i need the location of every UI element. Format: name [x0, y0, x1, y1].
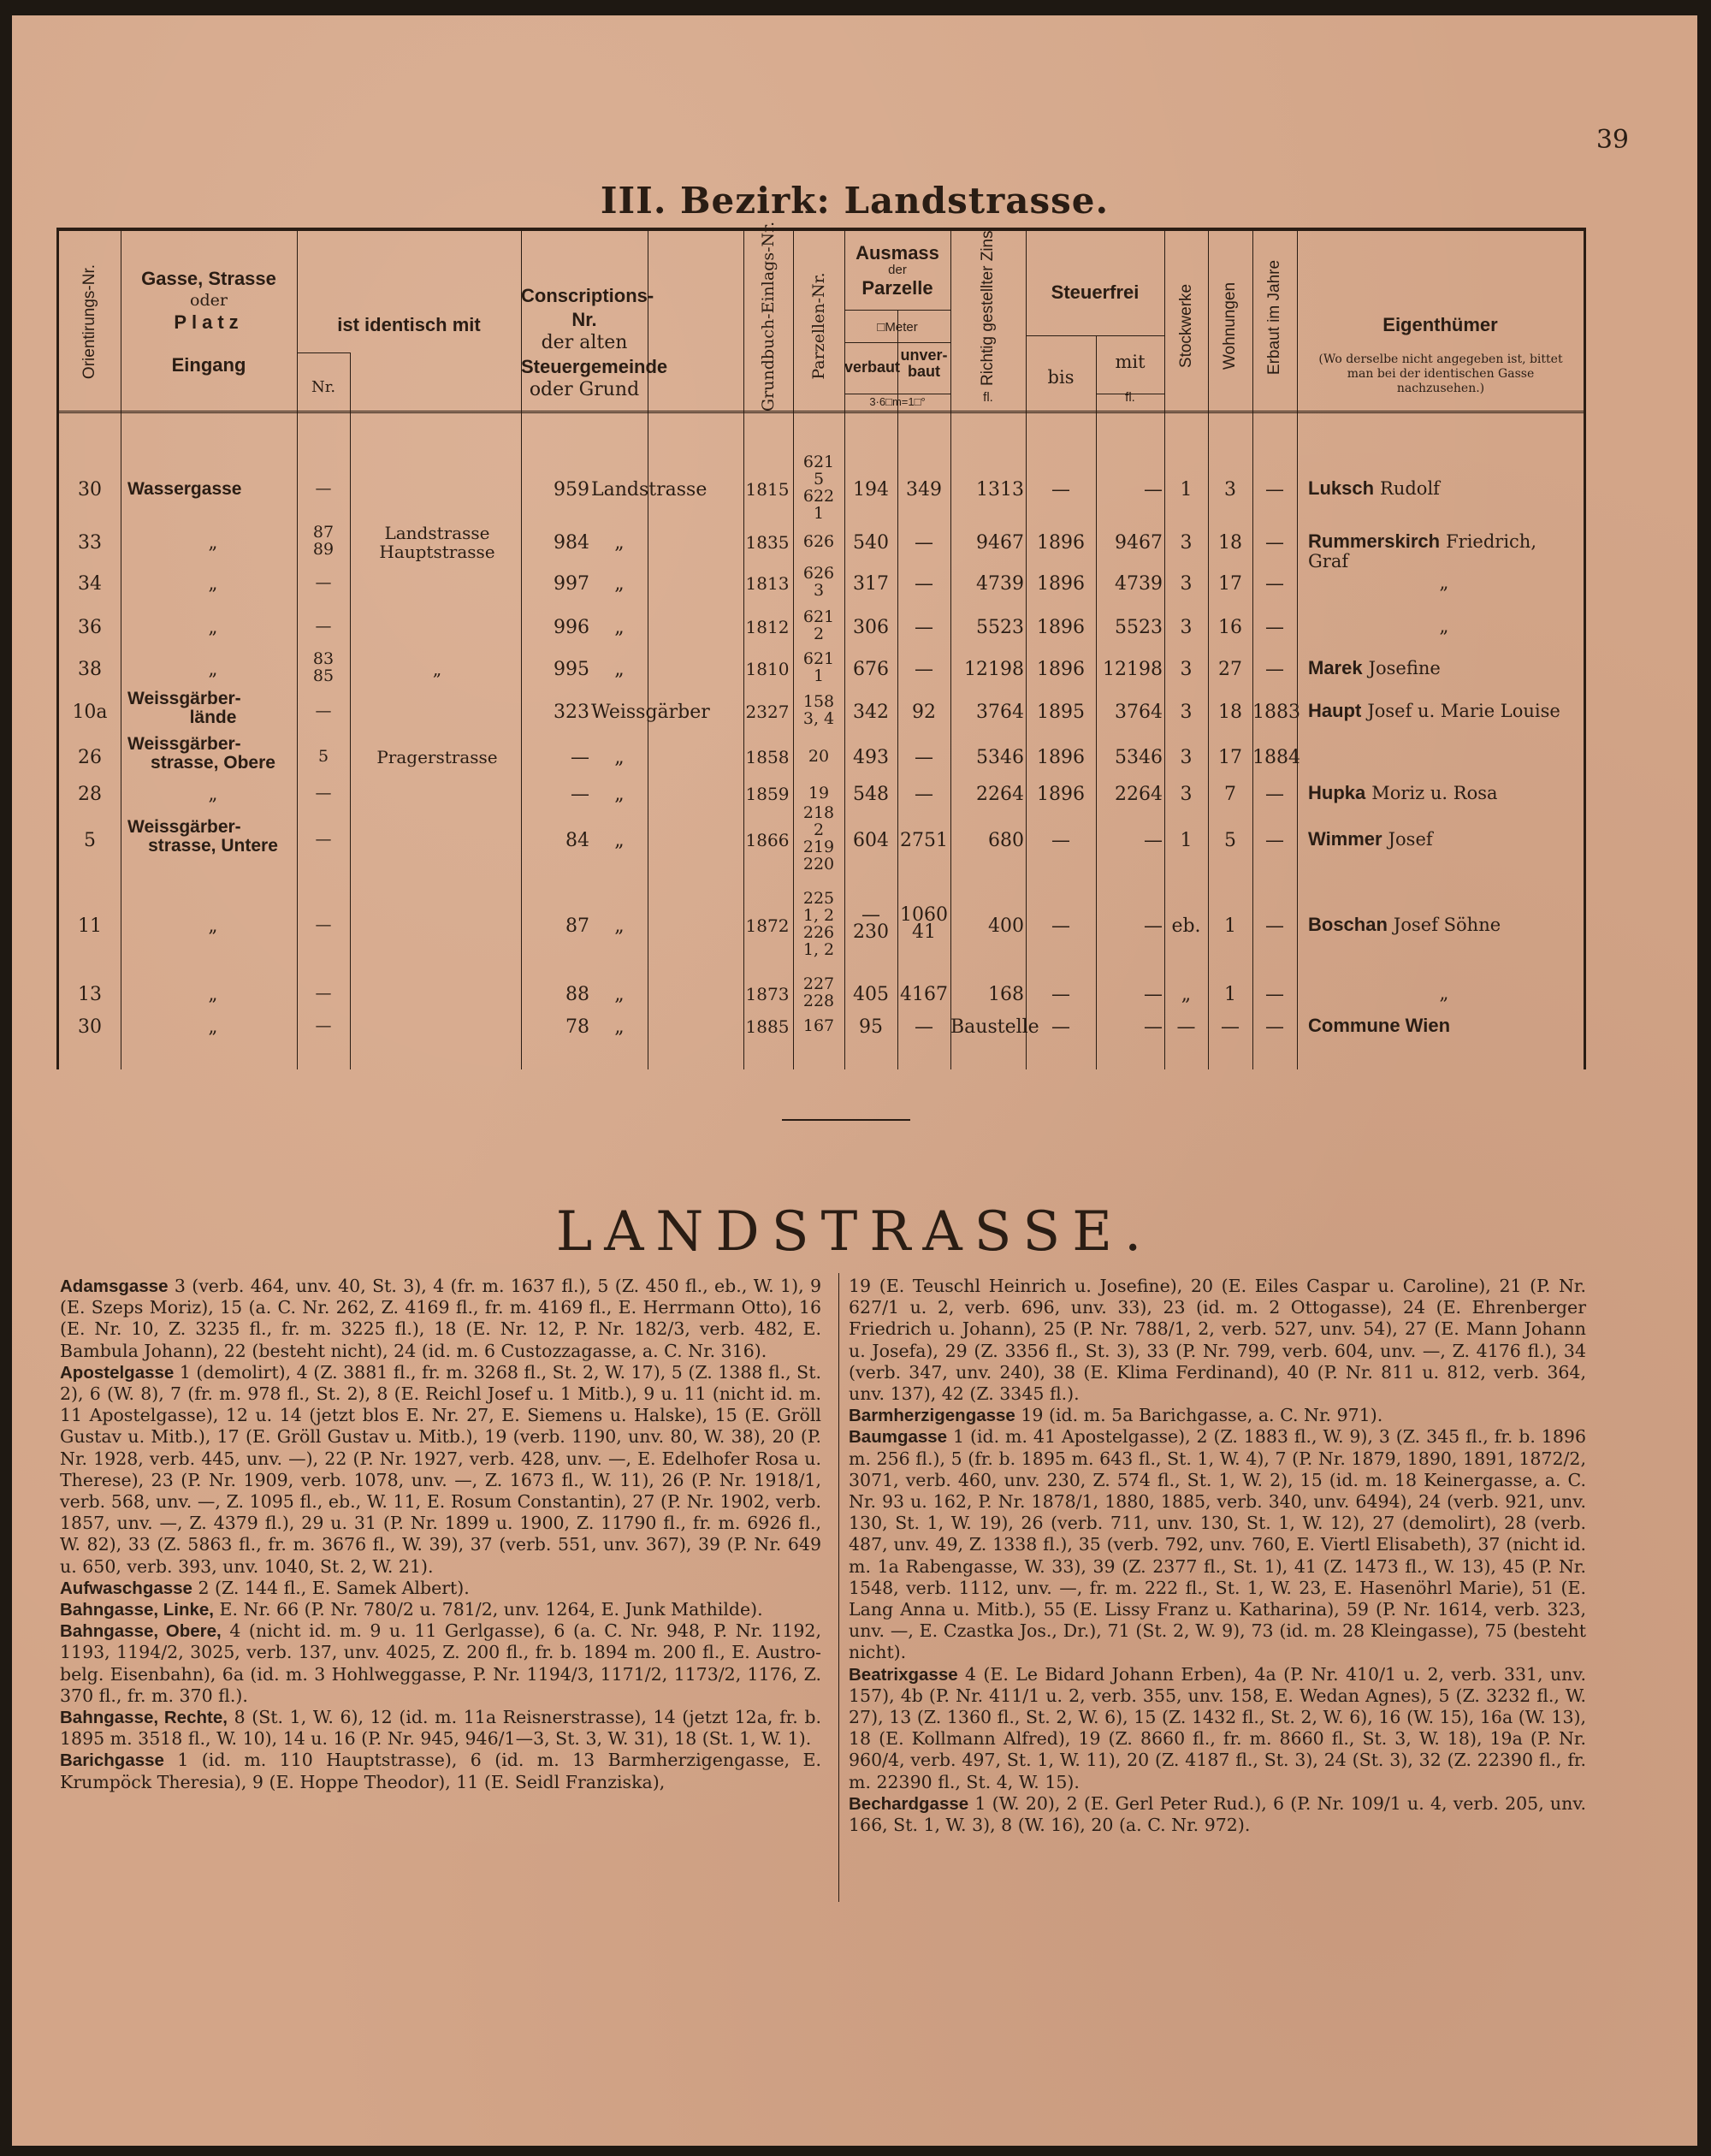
- cell-verbaut: 194: [853, 479, 889, 500]
- cell-gasse: „: [208, 617, 218, 637]
- cell-wohn: 18: [1218, 532, 1242, 554]
- owner-given: Josef Söhne: [1393, 915, 1501, 935]
- cell-nr: 87 89: [312, 523, 335, 559]
- cell-verbaut: 540: [853, 532, 889, 554]
- street-details: 4 (nicht id. m. 9 u. 11 Gerlgasse), 6 (a. C. Nr. 948, P. Nr. 1192, 1193, 1194/2, 3025, verb. 137, unv. 4025, Z. 200 fl., fr. b. 1894 m. 200 fl., E. Austro-belg. Eisenbahn), 6a (id. m. 3 Hohlweggasse, P. Nr. 1194/3, 1171/2, 1173/2, 1176, Z. 370 fl., fr. m. 370 fl.).: [60, 1620, 821, 1706]
- cell-erbaut: —: [1265, 659, 1284, 680]
- cell-mit: 2264: [1115, 784, 1163, 805]
- cell-orient: 34: [78, 573, 102, 595]
- cell-erbaut: —: [1265, 1016, 1284, 1038]
- owner-surname: Hupka: [1308, 782, 1366, 803]
- cell-wohn: 17: [1218, 747, 1242, 768]
- cell-gasse: Weissgärber- strasse, Untere: [127, 817, 278, 856]
- cell-conscr: 84: [565, 830, 589, 851]
- street-details: 8 (St. 1, W. 6), 12 (id. m. 11a Reisnerstrasse), 14 (jetzt 12a, fr. b. 1895 m. 3518 fl., W. 10), 14 u. 16 (P. Nr. 945, 946/1—3, St. 3, W. 31), 18 (St. 1, W. 1).: [60, 1707, 821, 1750]
- cell-bis: —: [1051, 984, 1070, 1005]
- cell-verbaut: 676: [853, 659, 889, 680]
- cell-parz: 621 5 622 1: [802, 453, 835, 523]
- cell-gasse: Wassergasse: [127, 479, 242, 499]
- cell-conscr: 984: [554, 532, 589, 554]
- owner-surname: Luksch: [1308, 477, 1375, 499]
- owner-given: Josef: [1388, 829, 1433, 850]
- street-name: Bahngasse, Rechte,: [60, 1708, 228, 1728]
- cell-verbaut: 493: [853, 747, 889, 768]
- cell-wohn: 18: [1218, 702, 1242, 723]
- cell-wohn: 7: [1224, 784, 1236, 805]
- header-grundbuch: Grundbuch-Einlags-Nr.: [759, 221, 778, 412]
- cell-mit: 5523: [1115, 617, 1163, 638]
- cell-verbaut: 405: [853, 984, 889, 1005]
- cell-verbaut: 306: [853, 617, 889, 638]
- separator-rule: [782, 1119, 910, 1121]
- cell-gasse: „: [208, 659, 218, 679]
- left-column: [60, 1276, 821, 1793]
- header-orientierungs-nr: Orientirungs-Nr.: [80, 264, 98, 380]
- cell-nr: —: [315, 1016, 332, 1035]
- owner-given: „: [1439, 572, 1449, 593]
- cell-parz: 621 1: [802, 649, 835, 685]
- cell-erbaut: —: [1265, 784, 1284, 805]
- cell-stock: 1: [1180, 479, 1193, 500]
- cell-mit: 3764: [1115, 702, 1163, 723]
- cell-orient: 30: [78, 479, 102, 500]
- street-details: 1 (W. 20), 2 (E. Gerl Peter Rud.), 6 (P. Nr. 109/1 u. 4, verb. 205, unv. 166, St. 1, W. 3), 8 (W. 16), 20 (a. C. Nr. 972).: [849, 1792, 1586, 1836]
- street-details: 19 (id. m. 5a Barichgasse, a. C. Nr. 971).: [1021, 1405, 1383, 1426]
- cell-stock: 3: [1180, 573, 1193, 595]
- cell-stock: —: [1176, 1016, 1196, 1038]
- cell-zins: 9467: [976, 532, 1024, 554]
- cell-zins: 3764: [976, 702, 1024, 723]
- cell-bis: —: [1051, 915, 1070, 937]
- cell-conscr: —: [571, 784, 589, 805]
- cell-grundbuch: 1873: [745, 984, 790, 1004]
- street-entry: [60, 1750, 821, 1792]
- header-eigenthuemer: Eigenthümer: [1382, 314, 1498, 335]
- cell-orient: 26: [78, 747, 102, 768]
- document-page: [12, 15, 1697, 2146]
- cell-grund: „: [614, 747, 625, 768]
- street-details: 1 (id. m. 41 Apostelgasse), 2 (Z. 1883 fl., W. 9), 3 (Z. 345 fl., fr. b. 1896 m. 256 fl.), 5 (fr. b. 1895 m. 643 fl., St. 1, W. 4), 7 (P. Nr. 1879, 1890, 1891, 1872/2, 3071, verb. 460, unv. 230, Z. 574 fl., St. 1, W. 2), 15 (id. m. 18 Keinergasse, a. C. Nr. 93 u. 162, P. Nr. 1878/1, 1880, 1885, verb. 340, unv. 6494), 24 (verb. 921, unv. 130, St. 1, W. 19), 26 (verb. 711, unv. 130, St. 1, W. 12), 27 (demolirt), 28 (verb. 487, unv. 49, Z. 1338 fl.), 35 (verb. 792, unv. 760, E. Viertl Elisabeth), 37 (nicht id. m. 1a Rabengasse, W. 33), 39 (Z. 2377 fl., St. 1), 41 (Z. 1473 fl., W. 13), 45 (P. Nr. 1548, verb. 1112, unv. —, fr. m. 222 fl., St. 1, W. 23, E. Hasenöhrl Marie), 51 (E. Lang Anna u. Mitb.), 55 (E. Lissy Franz u. Katharina), 59 (P. Nr. 1614, verb. 323, unv. —, E. Czastka Jos., Dr.), 71 (St. 2, W. 9), 73 (id. m. 28 Kleingasse), 75 (besteht nicht).: [849, 1426, 1586, 1663]
- cell-gasse: „: [208, 915, 218, 936]
- cell-grundbuch: 2327: [745, 702, 790, 722]
- cell-wohn: 1: [1224, 915, 1236, 937]
- street-entry: [849, 1426, 1586, 1663]
- cell-parz: 167: [802, 1016, 835, 1035]
- cell-stock: 1: [1180, 830, 1193, 851]
- cell-wohn: 16: [1218, 617, 1242, 638]
- owner-given: Josefine: [1368, 658, 1441, 678]
- cell-conscr: 323: [554, 702, 589, 723]
- cell-nr: —: [315, 702, 332, 720]
- header-steuerfrei: Steuerfrei: [1051, 281, 1140, 303]
- cell-owner: [1308, 984, 1580, 1004]
- cell-erbaut: —: [1265, 984, 1284, 1005]
- cell-parz: 218 2 219 220: [802, 803, 835, 874]
- cell-unverbaut: 4167: [900, 984, 948, 1005]
- cell-bis: —: [1051, 479, 1070, 500]
- header-ausmass: Ausmass der Parzelle: [856, 242, 939, 299]
- cell-erbaut: —: [1265, 830, 1284, 851]
- cell-unverbaut: —: [915, 659, 933, 680]
- cell-mit: 4739: [1115, 573, 1163, 595]
- cell-grund: „: [614, 573, 625, 595]
- cell-stock: 3: [1180, 532, 1193, 554]
- cell-grund: „: [614, 532, 625, 554]
- cell-zins: 400: [988, 915, 1024, 937]
- cell-stock: 3: [1180, 747, 1193, 768]
- cell-parz: 626: [802, 532, 835, 551]
- cell-mit: —: [1144, 984, 1163, 1005]
- cell-bis: 1896: [1037, 532, 1085, 554]
- street-name: Apostelgasse: [60, 1362, 175, 1383]
- cell-grund: „: [614, 1016, 625, 1038]
- street-details: 19 (E. Teuschl Heinrich u. Josefine), 20 (E. Eiles Caspar u. Caroline), 21 (P. Nr. 627/1 u. 2, verb. 696, unv. 33), 23 (id. m. 2 Ottogasse), 24 (E. Ehrenberger Friedrich u. Johann), 25 (P. Nr. 788/1, 2, verb. 527, unv. 54), 27 (E. Mann Johann u. Josefa), 29 (Z. 3356 fl., St. 3), 33 (P. Nr. 799, verb. 604, unv. —, Z. 4176 fl.), 34 (verb. 347, unv. 240), 38 (E. Klima Ferdinand), 40 (P. Nr. 811 u. 812, verb. 364, unv. 137), 42 (Z. 3345 fl.).: [849, 1276, 1586, 1405]
- header-parzellen: Parzellen-Nr.: [809, 272, 828, 380]
- cell-owner: [1308, 784, 1580, 803]
- cell-bis: 1896: [1037, 659, 1085, 680]
- cell-grundbuch: 1858: [745, 747, 790, 767]
- cell-bis: —: [1051, 830, 1070, 851]
- header-meter: □Meter: [877, 320, 918, 335]
- street-details: 2 (Z. 144 fl., E. Samek Albert).: [198, 1577, 470, 1598]
- cell-verbaut: — 230: [853, 904, 889, 943]
- street-name: Baumgasse: [849, 1427, 948, 1448]
- cell-grund: „: [614, 617, 625, 638]
- street-name: Aufwaschgasse: [60, 1578, 192, 1598]
- cell-grundbuch: 1835: [745, 532, 790, 553]
- owner-given: „: [1439, 616, 1449, 637]
- cell-owner: [1308, 617, 1580, 637]
- cell-wohn: —: [1221, 1016, 1240, 1038]
- cell-erbaut: —: [1265, 479, 1284, 500]
- cell-gasse: „: [208, 532, 218, 553]
- cell-zins: 4739: [976, 573, 1024, 595]
- owner-surname: Rummerskirch: [1308, 530, 1441, 552]
- cell-parz: 20: [808, 747, 830, 766]
- cell-orient: 5: [84, 830, 96, 851]
- header-wohnungen: Wohnungen: [1221, 281, 1239, 370]
- cell-zins: 5346: [976, 747, 1024, 768]
- street-entry: [60, 1362, 821, 1578]
- street-details: 4 (E. Le Bidard Johann Erben), 4a (P. Nr. 410/1 u. 2, verb. 331, unv. 157), 4b (P. Nr. 411/1 u. 2, verb. 355, unv. 158, E. Wedan Agnes), 5 (Z. 3232 fl., W. 27), 13 (Z. 1360 fl., St. 2, W. 6), 15 (Z. 1432 fl., St. 2, W. 6), 16 (W. 15), 16a (W. 13), 18 (E. Kollmann Alfred), 19 (Z. 8660 fl., fr. m. 8660 fl., St. 3, W. 18), 19a (P. Nr. 960/4, verb. 497, St. 1, W. 11), 20 (Z. 4187 fl., St. 3), 24 (St. 3), 32 (Z. 22390 fl., fr. m. 22390 fl., St. 4, W. 15).: [849, 1663, 1586, 1792]
- cell-erbaut: —: [1265, 532, 1284, 554]
- street-name: Barmherzigengasse: [849, 1406, 1015, 1426]
- cell-zins: 2264: [976, 784, 1024, 805]
- column-divider: [838, 1273, 839, 1902]
- cell-verbaut: 342: [853, 702, 889, 723]
- cell-verbaut: 95: [859, 1016, 883, 1038]
- cell-grund: „: [614, 784, 625, 805]
- owner-given: Friedrich, Graf: [1308, 531, 1536, 572]
- owner-surname: Wimmer: [1308, 828, 1382, 850]
- cell-verbaut: 548: [853, 784, 889, 805]
- cell-stock: 3: [1180, 784, 1193, 805]
- street-entry: [60, 1599, 821, 1620]
- owner-surname: Marek: [1308, 657, 1363, 678]
- cell-grundbuch: 1812: [745, 617, 790, 637]
- cell-bis: 1896: [1037, 617, 1085, 638]
- cell-grund: Weissgärber: [591, 702, 710, 723]
- street-entry: [849, 1405, 1586, 1426]
- cell-ident: „: [432, 659, 442, 679]
- cell-wohn: 5: [1224, 830, 1236, 851]
- cell-conscr: 995: [554, 659, 589, 680]
- owner-surname: Boschan: [1308, 914, 1388, 935]
- cell-owner: [1308, 915, 1580, 935]
- cell-orient: 11: [78, 915, 102, 937]
- cell-zins: 680: [988, 830, 1024, 851]
- cell-grundbuch: 1859: [745, 784, 790, 804]
- cell-orient: 33: [78, 532, 102, 554]
- cell-unverbaut: —: [915, 784, 933, 805]
- cell-nr: —: [315, 573, 332, 592]
- cell-erbaut: —: [1265, 573, 1284, 595]
- right-column: [849, 1276, 1586, 1836]
- cell-unverbaut: —: [915, 532, 933, 554]
- cell-conscr: 997: [554, 573, 589, 595]
- street-entry: [60, 1578, 821, 1599]
- owner-given: Rudolf: [1380, 478, 1440, 499]
- cell-zins: 1313: [976, 479, 1024, 500]
- header-unverbaut: unver-baut: [900, 346, 948, 380]
- cell-wohn: 27: [1218, 659, 1242, 680]
- cell-zins: 12198: [964, 659, 1024, 680]
- header-fl-mit: fl.: [1125, 390, 1135, 405]
- page-heading: III. Bezirk: Landstrasse.: [600, 180, 1110, 222]
- owner-surname: Haupt: [1308, 700, 1362, 721]
- cell-zins: 5523: [976, 617, 1024, 638]
- cell-parz: 158 3, 4: [802, 692, 835, 728]
- cell-gasse: Weissgärber- lände: [127, 689, 241, 727]
- cell-grundbuch: 1813: [745, 573, 790, 594]
- cell-orient: 30: [78, 1016, 102, 1038]
- cell-owner: [1308, 573, 1580, 593]
- cell-nr: 5: [317, 747, 329, 766]
- street-name: Bahngasse, Obere,: [60, 1621, 222, 1642]
- street-details: 3 (verb. 464, unv. 40, St. 3), 4 (fr. m. 1637 fl.), 5 (Z. 450 fl., eb., W. 1), 9 (E. Szeps Moriz), 15 (a. C. Nr. 262, Z. 4169 fl., fr. m. 4169 fl., E. Herrmann Otto), 16 (E. Nr. 10, Z. 3235 fl., fr. m. 3225 fl.), 18 (E. Nr. 12, P. Nr. 182/3, verb. 482, E. Bambula Johann), 22 (besteht nicht), 24 (id. m. 6 Custozzagasse, a. C. Nr. 316).: [60, 1276, 821, 1361]
- cell-mit: —: [1144, 915, 1163, 937]
- header-stockwerke: Stockwerke: [1177, 283, 1195, 369]
- cell-nr: —: [315, 784, 332, 803]
- cell-gasse: Weissgärber- strasse, Obere: [127, 734, 275, 773]
- cell-zins: Baustelle: [950, 1016, 1039, 1038]
- cell-grundbuch: 1885: [745, 1016, 790, 1037]
- cell-unverbaut: —: [915, 573, 933, 595]
- cell-conscr: 78: [565, 1016, 589, 1038]
- cell-ident: Landstrasse Hauptstrasse: [379, 523, 495, 562]
- cell-stock: 3: [1180, 702, 1193, 723]
- header-gasse: Gasse, Strasse oder Platz Eingang: [141, 268, 276, 376]
- cell-grundbuch: 1815: [745, 479, 790, 500]
- header-fl-zins: fl.: [983, 390, 993, 405]
- cell-erbaut: 1883: [1252, 702, 1300, 723]
- street-entry: [60, 1620, 821, 1707]
- cell-grund: „: [614, 915, 625, 937]
- cell-parz: 626 3: [802, 564, 835, 600]
- cell-mit: 12198: [1103, 659, 1163, 680]
- cell-mit: —: [1144, 1016, 1163, 1038]
- owner-given: Josef u. Marie Louise: [1367, 701, 1560, 721]
- street-name: Beatrixgasse: [849, 1664, 958, 1685]
- cell-conscr: 87: [565, 915, 589, 937]
- cell-erbaut: —: [1265, 915, 1284, 937]
- cell-owner: [1308, 1016, 1580, 1036]
- header-erbaut: Erbaut im Jahre: [1265, 259, 1283, 376]
- page-number: 39: [1596, 125, 1629, 155]
- street-entry: [849, 1664, 1586, 1793]
- cell-unverbaut: 92: [912, 702, 936, 723]
- street-entry: [849, 1793, 1586, 1836]
- cell-wohn: 3: [1224, 479, 1236, 500]
- cell-unverbaut: —: [915, 1016, 933, 1038]
- cell-wohn: 17: [1218, 573, 1242, 595]
- header-mit: mit: [1115, 352, 1146, 372]
- cell-bis: 1895: [1037, 702, 1085, 723]
- street-details: 1 (demolirt), 4 (Z. 3881 fl., fr. m. 3268 fl., St. 2, W. 17), 5 (Z. 1388 fl., St. 2), 6 (W. 8), 7 (fr. m. 978 fl., St. 2), 8 (E. Reichl Josef u. 1 Mitb.), 9 u. 11 (nicht id. m. 11 Apostelgasse), 12 u. 14 (jetzt blos E. Nr. 27, E. Siemens u. Halske), 15 (E. Gröll Gustav u. Mitb.), 17 (E. Gröll Gustav u. Mitb.), 19 (verb. 1190, unv. 80, W. 38), 20 (P. Nr. 1928, verb. 445, unv. —), 22 (P. Nr. 1927, verb. 428, unv. —, E. Edelhofer Rosa u. Therese), 23 (P. Nr. 1909, verb. 1078, unv. —, Z. 1673 fl., W. 11), 26 (P. Nr. 1918/1, verb. 568, unv. —, Z. 1095 fl., eb., W. 11, E. Rosum Constantin), 27 (P. Nr. 1902, verb. 1857, unv. —, Z. 4379 fl.), 29 u. 31 (P. Nr. 1899 u. 1900, Z. 11790 fl., fr. m. 6926 fl., W. 82), 33 (Z. 5863 fl., fr. m. 3676 fl., W. 39), 37 (verb. 551, unv. 367), 39 (P. Nr. 649 u. 650, verb. 393, unv. 1040, St. 2, W. 21).: [60, 1361, 821, 1577]
- cell-grund: Landstrasse: [591, 479, 707, 500]
- section-title: LANDSTRASSE.: [555, 1200, 1154, 1264]
- cell-stock: 3: [1180, 659, 1193, 680]
- cell-wohn: 1: [1224, 984, 1236, 1005]
- cell-orient: 13: [78, 984, 102, 1005]
- cell-bis: 1896: [1037, 747, 1085, 768]
- cell-gasse: „: [208, 1016, 218, 1037]
- cell-stock: „: [1181, 984, 1192, 1005]
- header-identisch: ist identisch mit: [337, 314, 481, 335]
- cell-parz: 621 2: [802, 607, 835, 643]
- cell-conscr: 959: [554, 479, 589, 500]
- cell-grundbuch: 1866: [745, 830, 790, 850]
- cell-conscr: 88: [565, 984, 589, 1005]
- cell-erbaut: —: [1265, 617, 1284, 638]
- header-zins: Richtig gestellter Zins: [979, 230, 997, 386]
- street-name: Adamsgasse: [60, 1276, 169, 1296]
- cell-verbaut: 604: [853, 830, 889, 851]
- cell-nr: —: [315, 984, 332, 1003]
- cell-grundbuch: 1872: [745, 915, 790, 936]
- cell-mit: —: [1144, 479, 1163, 500]
- property-table: [56, 221, 1586, 1069]
- cell-grundbuch: 1810: [745, 659, 790, 679]
- street-details: E. Nr. 66 (P. Nr. 780/2 u. 781/2, unv. 1264, E. Junk Mathilde).: [219, 1599, 763, 1620]
- owner-surname: Commune Wien: [1308, 1015, 1451, 1036]
- cell-grund: „: [614, 830, 625, 851]
- cell-verbaut: 317: [853, 573, 889, 595]
- cell-owner: [1308, 830, 1580, 850]
- owner-given: „: [1439, 983, 1449, 1004]
- owner-given: Moriz u. Rosa: [1371, 783, 1498, 803]
- header-umrechnung: 3·6□m=1□°: [869, 395, 926, 408]
- cell-gasse: „: [208, 573, 218, 594]
- street-entry: [849, 1276, 1586, 1405]
- cell-parz: 227 228: [802, 974, 835, 1010]
- cell-unverbaut: 1060 41: [900, 904, 948, 943]
- cell-bis: 1896: [1037, 784, 1085, 805]
- cell-mit: 5346: [1115, 747, 1163, 768]
- cell-conscr: —: [571, 747, 589, 768]
- header-nr: Nr.: [311, 378, 336, 396]
- cell-stock: eb.: [1171, 915, 1201, 937]
- cell-erbaut: 1884: [1252, 747, 1300, 768]
- header-verbaut: verbaut: [844, 358, 901, 376]
- cell-gasse: „: [208, 784, 218, 804]
- street-entry: [60, 1276, 821, 1362]
- cell-ident: Pragerstrasse: [376, 747, 498, 767]
- cell-orient: 10a: [72, 702, 108, 723]
- cell-unverbaut: —: [915, 617, 933, 638]
- cell-conscr: 996: [554, 617, 589, 638]
- cell-owner: [1308, 479, 1580, 499]
- street-details: 1 (id. m. 110 Hauptstrasse), 6 (id. m. 13 Barmherzigengasse, E. Krumpöck Theresia), 9 (E. Hoppe Theodor), 11 (E. Seidl Franziska),: [60, 1750, 821, 1792]
- cell-mit: 9467: [1115, 532, 1163, 554]
- cell-parz: 225 1, 2 226 1, 2: [802, 889, 835, 959]
- cell-unverbaut: 2751: [900, 830, 948, 851]
- cell-nr: —: [315, 479, 332, 498]
- cell-bis: 1896: [1037, 573, 1085, 595]
- cell-owner: [1308, 532, 1580, 572]
- cell-mit: —: [1144, 830, 1163, 851]
- cell-zins: 168: [988, 984, 1024, 1005]
- street-name: Bahngasse, Linke,: [60, 1600, 215, 1620]
- cell-orient: 36: [78, 617, 102, 638]
- cell-nr: —: [315, 915, 332, 934]
- cell-unverbaut: —: [915, 747, 933, 768]
- header-conscriptions: Conscriptions-Nr. der alten Steuergemeinde oder Grund: [521, 285, 668, 400]
- cell-parz: 19: [808, 784, 830, 803]
- cell-owner: [1308, 702, 1580, 721]
- cell-orient: 38: [78, 659, 102, 680]
- cell-stock: 3: [1180, 617, 1193, 638]
- cell-nr: —: [315, 830, 332, 849]
- header-eigen-note: (Wo derselbe nicht angegeben ist, bittet man bei der identischen Gasse nachzusehen.): [1318, 352, 1563, 395]
- street-name: Barichgasse: [60, 1750, 164, 1771]
- cell-grund: „: [614, 659, 625, 680]
- cell-unverbaut: 349: [906, 479, 942, 500]
- street-entry: [60, 1707, 821, 1750]
- cell-nr: —: [315, 617, 332, 636]
- street-name: Bechardgasse: [849, 1793, 969, 1814]
- cell-orient: 28: [78, 784, 102, 805]
- cell-bis: —: [1051, 1016, 1070, 1038]
- cell-grund: „: [614, 984, 625, 1005]
- cell-gasse: „: [208, 984, 218, 1004]
- cell-owner: [1308, 659, 1580, 678]
- header-bis: bis: [1047, 367, 1075, 388]
- cell-nr: 83 85: [312, 649, 335, 685]
